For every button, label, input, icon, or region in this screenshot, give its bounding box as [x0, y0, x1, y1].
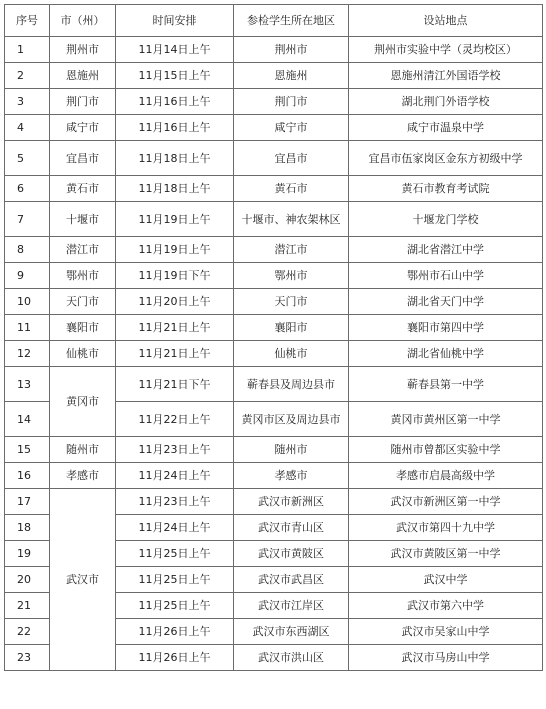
row-area: 武汉市黄陂区	[234, 541, 349, 567]
row-site: 黄冈市黄州区第一中学	[349, 402, 543, 437]
table-row	[5, 489, 543, 515]
row-city: 荆门市	[50, 89, 116, 115]
table-row	[5, 289, 543, 315]
row-number: 16	[5, 463, 50, 489]
row-area: 荆门市	[234, 89, 349, 115]
col-header-area: 参检学生所在地区	[234, 5, 349, 37]
row-time: 11月18日上午	[116, 176, 234, 202]
row-time: 11月25日上午	[116, 593, 234, 619]
row-time: 11月23日上午	[116, 437, 234, 463]
row-time: 11月19日上午	[116, 237, 234, 263]
row-site: 武汉市吴家山中学	[349, 619, 543, 645]
row-number: 20	[5, 567, 50, 593]
row-number: 17	[5, 489, 50, 515]
table-row	[5, 263, 543, 289]
row-site: 武汉市第四十九中学	[349, 515, 543, 541]
row-city: 咸宁市	[50, 115, 116, 141]
col-header-site: 设站地点	[349, 5, 543, 37]
row-time: 11月26日上午	[116, 619, 234, 645]
row-time: 11月21日上午	[116, 341, 234, 367]
row-site: 武汉市马房山中学	[349, 645, 543, 671]
exam-station-table	[4, 4, 543, 671]
row-area: 武汉市洪山区	[234, 645, 349, 671]
row-city: 恩施州	[50, 63, 116, 89]
table-row	[5, 37, 543, 63]
row-time: 11月16日上午	[116, 89, 234, 115]
row-area: 随州市	[234, 437, 349, 463]
row-city: 天门市	[50, 289, 116, 315]
row-site: 宜昌市伍家岗区金东方初级中学	[349, 141, 543, 176]
table-row	[5, 141, 543, 176]
row-site: 武汉中学	[349, 567, 543, 593]
row-site: 鄂州市石山中学	[349, 263, 543, 289]
row-area: 荆州市	[234, 37, 349, 63]
table-row	[5, 63, 543, 89]
row-time: 11月14日上午	[116, 37, 234, 63]
row-number: 5	[5, 141, 50, 176]
row-number: 2	[5, 63, 50, 89]
row-area: 孝感市	[234, 463, 349, 489]
table-row	[5, 115, 543, 141]
row-area: 宜昌市	[234, 141, 349, 176]
row-area: 鄂州市	[234, 263, 349, 289]
row-site: 湖北省仙桃中学	[349, 341, 543, 367]
row-number: 23	[5, 645, 50, 671]
row-time: 11月25日上午	[116, 541, 234, 567]
row-time: 11月24日上午	[116, 463, 234, 489]
table-row	[5, 463, 543, 489]
row-site: 湖北荆门外语学校	[349, 89, 543, 115]
row-area: 武汉市青山区	[234, 515, 349, 541]
row-city: 黄石市	[50, 176, 116, 202]
row-time: 11月24日上午	[116, 515, 234, 541]
row-number: 3	[5, 89, 50, 115]
row-site: 武汉市第六中学	[349, 593, 543, 619]
row-number: 12	[5, 341, 50, 367]
table-row	[5, 202, 543, 237]
row-site: 恩施州清江外国语学校	[349, 63, 543, 89]
row-site: 蕲春县第一中学	[349, 367, 543, 402]
row-number: 19	[5, 541, 50, 567]
row-site: 孝感市启晨高级中学	[349, 463, 543, 489]
row-time: 11月22日上午	[116, 402, 234, 437]
row-site: 荆州市实验中学（灵均校区）	[349, 37, 543, 63]
row-number: 4	[5, 115, 50, 141]
row-area: 仙桃市	[234, 341, 349, 367]
table-row	[5, 89, 543, 115]
row-area: 武汉市武昌区	[234, 567, 349, 593]
row-number: 22	[5, 619, 50, 645]
row-number: 9	[5, 263, 50, 289]
row-city: 鄂州市	[50, 263, 116, 289]
row-site: 湖北省潜江中学	[349, 237, 543, 263]
table-row	[5, 315, 543, 341]
row-site: 咸宁市温泉中学	[349, 115, 543, 141]
row-number: 14	[5, 402, 50, 437]
row-city: 孝感市	[50, 463, 116, 489]
row-number: 1	[5, 37, 50, 63]
row-time: 11月21日上午	[116, 315, 234, 341]
row-number: 15	[5, 437, 50, 463]
row-number: 18	[5, 515, 50, 541]
row-site: 黄石市教育考试院	[349, 176, 543, 202]
row-number: 10	[5, 289, 50, 315]
table-row	[5, 237, 543, 263]
table-row	[5, 367, 543, 402]
row-number: 7	[5, 202, 50, 237]
row-area: 武汉市东西湖区	[234, 619, 349, 645]
row-area: 咸宁市	[234, 115, 349, 141]
row-area: 恩施州	[234, 63, 349, 89]
row-site: 武汉市黄陂区第一中学	[349, 541, 543, 567]
row-number: 11	[5, 315, 50, 341]
row-city: 荆州市	[50, 37, 116, 63]
row-area: 十堰市、神农架林区	[234, 202, 349, 237]
row-area: 黄冈市区及周边县市	[234, 402, 349, 437]
table-row	[5, 341, 543, 367]
table-header-row	[5, 5, 543, 37]
row-city: 仙桃市	[50, 341, 116, 367]
row-time: 11月19日上午	[116, 202, 234, 237]
row-city: 黄冈市	[50, 367, 116, 437]
table-row	[5, 176, 543, 202]
row-number: 13	[5, 367, 50, 402]
row-city: 潜江市	[50, 237, 116, 263]
row-time: 11月23日上午	[116, 489, 234, 515]
col-header-time: 时间安排	[116, 5, 234, 37]
row-city: 随州市	[50, 437, 116, 463]
row-area: 黄石市	[234, 176, 349, 202]
row-city: 十堰市	[50, 202, 116, 237]
row-area: 天门市	[234, 289, 349, 315]
row-site: 湖北省天门中学	[349, 289, 543, 315]
row-city: 武汉市	[50, 489, 116, 671]
row-site: 襄阳市第四中学	[349, 315, 543, 341]
row-area: 武汉市江岸区	[234, 593, 349, 619]
row-time: 11月25日上午	[116, 567, 234, 593]
row-site: 随州市曾都区实验中学	[349, 437, 543, 463]
row-time: 11月21日下午	[116, 367, 234, 402]
row-city: 宜昌市	[50, 141, 116, 176]
row-time: 11月26日上午	[116, 645, 234, 671]
row-number: 8	[5, 237, 50, 263]
row-time: 11月16日上午	[116, 115, 234, 141]
row-area: 蕲春县及周边县市	[234, 367, 349, 402]
row-area: 武汉市新洲区	[234, 489, 349, 515]
row-number: 21	[5, 593, 50, 619]
row-time: 11月19日下午	[116, 263, 234, 289]
table-row	[5, 437, 543, 463]
row-site: 武汉市新洲区第一中学	[349, 489, 543, 515]
row-time: 11月15日上午	[116, 63, 234, 89]
row-area: 襄阳市	[234, 315, 349, 341]
row-area: 潜江市	[234, 237, 349, 263]
row-city: 襄阳市	[50, 315, 116, 341]
row-site: 十堰龙门学校	[349, 202, 543, 237]
row-time: 11月18日上午	[116, 141, 234, 176]
col-header-city: 市（州）	[50, 5, 116, 37]
row-number: 6	[5, 176, 50, 202]
row-time: 11月20日上午	[116, 289, 234, 315]
col-header-number: 序号	[5, 5, 50, 37]
